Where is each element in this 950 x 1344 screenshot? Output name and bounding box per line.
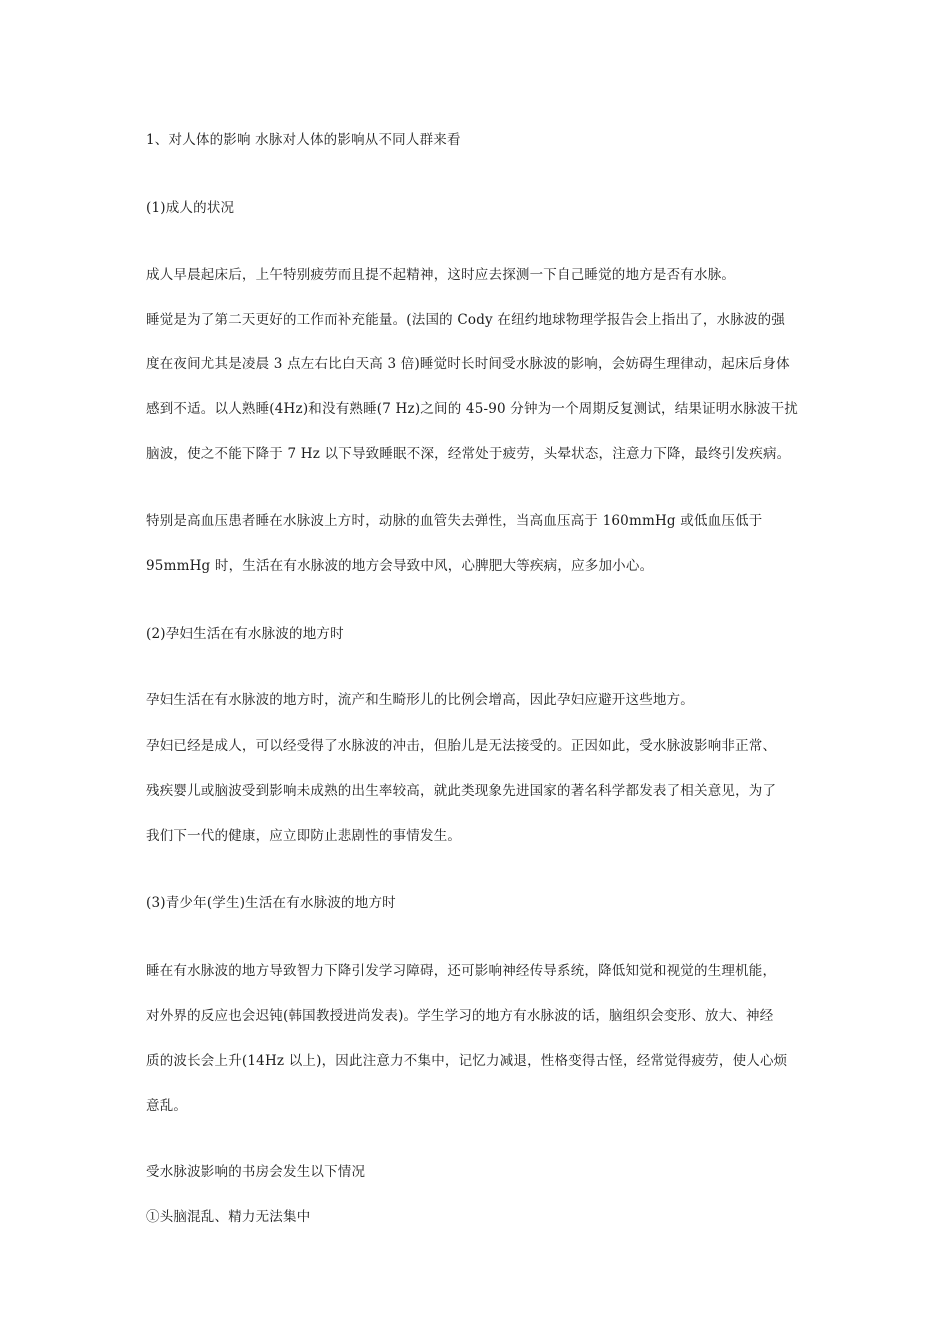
paragraph-line: 脑波，使之不能下降于 7 Hz 以下导致睡眠不深，经常处于疲劳，头晕状态，注意力下降，最终引发疾病。 [146, 446, 791, 462]
paragraph-line: 感到不适。以人熟睡(4Hz)和没有熟睡(7 Hz)之间的 45-90 分钟为一个周期反复测试，结果证明水脉波干扰 [146, 401, 799, 417]
paragraph-line: 睡在有水脉波的地方导致智力下降引发学习障碍，还可影响神经传导系统，降低知觉和视觉的生理机能， [146, 963, 777, 979]
paragraph-line: 成人早晨起床后，上午特别疲劳而且提不起精神，这时应去探测一下自己睡觉的地方是否有水脉。 [146, 267, 736, 283]
paragraph-line: 孕妇生活在有水脉波的地方时，流产和生畸形儿的比例会增高，因此孕妇应避开这些地方。 [146, 692, 694, 708]
paragraph-line: 我们下一代的健康，应立即防止悲剧性的事情发生。 [146, 828, 462, 844]
paragraph-line: 特别是高血压患者睡在水脉波上方时，动脉的血管失去弹性，当高血压高于 160mmHg 或低血压低于 [146, 513, 763, 529]
section-title-pregnant: (2)孕妇生活在有水脉波的地方时 [146, 626, 344, 642]
paragraph-line: 95mmHg 时，生活在有水脉波的地方会导致中风，心脾肥大等疾病，应多加小心。 [146, 558, 654, 574]
paragraph-line: 孕妇已经是成人，可以经受得了水脉波的冲击，但胎儿是无法接受的。正因如此，受水脉波影响非正常、 [146, 738, 777, 754]
paragraph-line: 度在夜间尤其是凌晨 3 点左右比白天高 3 倍)睡觉时长时间受水脉波的影响，会妨碍生理律动，起床后身体 [146, 356, 790, 372]
section-title-adults: (1)成人的状况 [146, 200, 235, 216]
paragraph-line: 睡觉是为了第二天更好的工作而补充能量。(法国的 Cody 在纽约地球物理学报告会上指出了，水脉波的强 [146, 312, 786, 328]
study-room-title: 受水脉波影响的书房会发生以下情况 [146, 1164, 366, 1180]
paragraph-line: 意乱。 [146, 1098, 188, 1114]
paragraph-line: 残疾婴儿或脑波受到影响未成熟的出生率较高，就此类现象先进国家的著名科学都发表了相关意见，为了 [146, 783, 777, 799]
paragraph-line: 对外界的反应也会迟钝(韩国教授进尚发表)。学生学习的地方有水脉波的话，脑组织会变形、放大、神经 [146, 1008, 774, 1024]
list-item: ①头脑混乱、精力无法集中 [146, 1209, 311, 1225]
document-heading: 1、对人体的影响 水脉对人体的影响从不同人群来看 [146, 132, 461, 148]
paragraph-line: 质的波长会上升(14Hz 以上)，因此注意力不集中，记忆力减退，性格变得古怪，经常觉得疲劳，使人心烦 [146, 1053, 788, 1069]
section-title-youth: (3)青少年(学生)生活在有水脉波的地方时 [146, 895, 396, 911]
